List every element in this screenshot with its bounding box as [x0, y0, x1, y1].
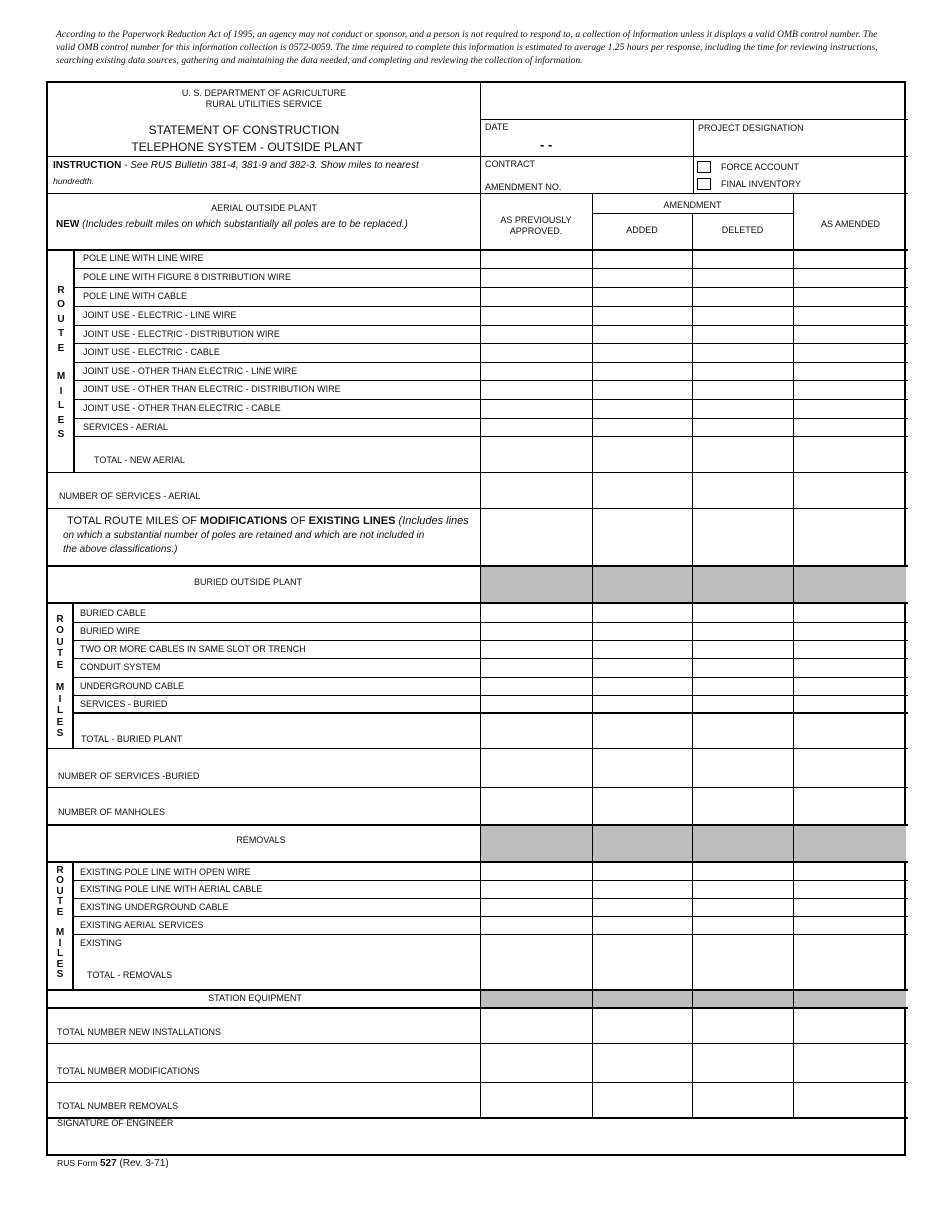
entry-cell[interactable]	[481, 326, 591, 342]
modifications-italic: (Includes lines	[395, 515, 469, 527]
entry-cell[interactable]	[794, 326, 907, 342]
as-previously-approved-header-1: AS PREVIOUSLY	[500, 215, 572, 225]
entry-cell[interactable]	[593, 269, 691, 286]
new-bold: NEW	[56, 219, 80, 230]
entry-cell[interactable]	[481, 269, 591, 286]
entry-cell[interactable]	[693, 659, 792, 676]
total-modifications-label: TOTAL NUMBER MODIFICATIONS	[57, 1066, 200, 1076]
entry-cell[interactable]	[593, 250, 691, 267]
entry-cell[interactable]	[794, 899, 907, 915]
entry-cell[interactable]	[481, 696, 591, 712]
modifications-line-1	[67, 516, 469, 527]
entry-cell[interactable]	[794, 696, 907, 712]
entry-cell[interactable]	[794, 641, 907, 657]
route-miles-letter: E	[57, 414, 65, 426]
total-new-installations-label: TOTAL NUMBER NEW INSTALLATIONS	[57, 1027, 222, 1037]
amendment-header: AMENDMENT	[663, 200, 722, 210]
modifications-prefix: TOTAL ROUTE MILES OF	[67, 515, 201, 527]
row-divider	[74, 399, 908, 400]
route-miles-letter: O	[56, 625, 64, 637]
route-miles-letter: I	[58, 693, 62, 705]
added-header: ADDED	[626, 225, 658, 235]
final-inventory-label: FINAL INVENTORY	[721, 179, 801, 189]
route-miles-letter: I	[59, 385, 63, 397]
modifications-line-3: the above classifications.)	[63, 544, 178, 555]
row-divider	[74, 268, 908, 269]
footer-number: 527	[99, 1158, 117, 1169]
contract-label: CONTRACT	[485, 159, 535, 169]
entry-cell[interactable]	[481, 288, 591, 305]
entry-cell[interactable]	[693, 400, 792, 417]
entry-cell[interactable]	[693, 307, 792, 324]
signature-field[interactable]	[57, 1131, 897, 1151]
row-divider	[74, 343, 908, 344]
shaded-cell	[693, 826, 793, 861]
number-services-aerial-label: NUMBER OF SERVICES - AERIAL	[59, 491, 201, 501]
row-label: SERVICES - BURIED	[80, 699, 168, 709]
entry-cell[interactable]	[481, 935, 591, 951]
row-divider	[74, 287, 908, 288]
entry-cell[interactable]	[593, 917, 691, 933]
route-miles-letter	[54, 356, 68, 370]
shaded-cell	[481, 826, 592, 861]
row-label: EXISTING UNDERGROUND CABLE	[80, 902, 229, 912]
shaded-cell	[593, 826, 692, 861]
project-designation-label: PROJECT DESIGNATION	[698, 123, 804, 133]
entry-cell[interactable]	[693, 419, 792, 435]
entry-cell[interactable]	[593, 678, 691, 694]
row-label: EXISTING POLE LINE WITH AERIAL CABLE	[80, 884, 263, 894]
row-divider	[74, 640, 908, 641]
row-label: JOINT USE - OTHER THAN ELECTRIC - DISTRIBUTION WIRE	[83, 384, 341, 394]
row-divider	[74, 934, 908, 935]
route-miles-letter: L	[56, 705, 64, 717]
entry-cell[interactable]	[481, 623, 591, 639]
station-equipment-heading: STATION EQUIPMENT	[208, 993, 302, 1003]
agency-line-2: RURAL UTILITIES SERVICE	[205, 99, 323, 109]
total-removals-count-label: TOTAL NUMBER REMOVALS	[57, 1101, 179, 1111]
entry-cell[interactable]	[593, 935, 691, 951]
total-new-aerial-label: TOTAL - NEW AERIAL	[94, 455, 185, 465]
entry-cell[interactable]	[593, 344, 691, 361]
route-miles-letter: S	[56, 728, 64, 740]
route-miles-letter: M	[56, 371, 66, 383]
row-divider	[74, 677, 908, 678]
construction-form	[46, 81, 906, 1156]
row-label: JOINT USE - ELECTRIC - CABLE	[83, 347, 220, 357]
row-divider	[74, 325, 908, 326]
as-previously-approved-header-2: APPROVED.	[509, 226, 563, 236]
form-footer	[57, 1158, 169, 1169]
entry-cell[interactable]	[593, 326, 691, 342]
total-removals-label: TOTAL - REMOVALS	[87, 970, 173, 980]
entry-cell[interactable]	[481, 917, 591, 933]
row-divider	[74, 916, 908, 917]
route-miles-letter: E	[57, 342, 65, 354]
entry-cell[interactable]	[693, 250, 792, 267]
row-divider	[74, 418, 908, 419]
entry-cell[interactable]	[481, 641, 591, 657]
row-label: BURIED CABLE	[80, 608, 147, 618]
route-miles-letter: M	[55, 927, 65, 939]
route-miles-letter: L	[56, 948, 64, 960]
route-miles-letter: E	[56, 659, 64, 671]
signature-label: SIGNATURE OF ENGINEER	[57, 1118, 174, 1128]
entry-cell[interactable]	[794, 659, 907, 676]
instruction-bold: INSTRUCTION	[53, 160, 122, 171]
entry-cell[interactable]	[593, 419, 691, 435]
entry-cell[interactable]	[794, 269, 907, 286]
entry-cell[interactable]	[593, 864, 691, 879]
entry-cell[interactable]	[481, 881, 591, 897]
entry-cell[interactable]	[481, 899, 591, 915]
route-miles-letter: O	[57, 299, 65, 311]
entry-cell[interactable]	[794, 344, 907, 361]
route-miles-letter: U	[56, 885, 64, 897]
as-amended-header: AS AMENDED	[820, 219, 880, 229]
entry-cell[interactable]	[593, 899, 691, 915]
entry-cell[interactable]	[794, 881, 907, 897]
entry-cell[interactable]	[481, 605, 591, 621]
shaded-cell	[481, 991, 592, 1007]
deleted-header: DELETED	[721, 225, 764, 235]
row-label: POLE LINE WITH FIGURE 8 DISTRIBUTION WIRE	[83, 272, 292, 282]
entry-cell[interactable]	[481, 419, 591, 435]
entry-cell[interactable]	[794, 288, 907, 305]
route-miles-letter: O	[56, 875, 64, 887]
force-account-checkbox[interactable]	[697, 161, 711, 173]
route-miles-letter: M	[55, 682, 65, 694]
entry-cell[interactable]	[794, 864, 907, 879]
entry-cell[interactable]	[593, 696, 691, 712]
entry-cell[interactable]	[693, 363, 792, 379]
modifications-line-2: on which a substantial number of poles are retained and which are not included in	[63, 530, 425, 541]
shaded-cell	[593, 991, 692, 1007]
entry-cell[interactable]	[693, 935, 792, 951]
entry-cell[interactable]	[693, 623, 792, 639]
entry-cell[interactable]	[693, 381, 792, 398]
row-divider	[74, 362, 908, 363]
modifications-mid: OF	[287, 515, 309, 527]
total-buried-plant-label: TOTAL - BURIED PLANT	[81, 734, 183, 744]
shaded-cell	[593, 567, 692, 603]
entry-cell[interactable]	[481, 250, 591, 267]
modifications-bold: MODIFICATIONS	[200, 515, 288, 527]
entry-cell[interactable]	[794, 307, 907, 324]
route-miles-vertical-label-removals	[53, 866, 67, 980]
route-miles-letter: U	[56, 636, 64, 648]
entry-cell[interactable]	[481, 344, 591, 361]
entry-cell[interactable]	[794, 419, 907, 435]
entry-cell[interactable]	[794, 250, 907, 267]
instruction-detail: - See RUS Bulletin 381-4, 381-9 and 382-3. Show miles to nearest	[121, 160, 419, 171]
shaded-cell	[794, 567, 906, 603]
row-divider	[74, 658, 908, 659]
entry-cell[interactable]	[481, 659, 591, 676]
route-miles-letter: E	[56, 906, 64, 918]
route-miles-letter: E	[56, 958, 64, 970]
route-miles-letter: L	[57, 400, 65, 412]
entry-cell[interactable]	[693, 917, 792, 933]
row-divider	[74, 306, 908, 307]
buried-outside-plant-heading: BURIED OUTSIDE PLANT	[193, 577, 303, 587]
entry-cell[interactable]	[593, 288, 691, 305]
shaded-cell	[693, 567, 793, 603]
row-label: UNDERGROUND CABLE	[80, 681, 185, 691]
row-label: JOINT USE - ELECTRIC - DISTRIBUTION WIRE	[83, 329, 280, 339]
row-label: POLE LINE WITH CABLE	[83, 291, 188, 301]
row-label: TWO OR MORE CABLES IN SAME SLOT OR TRENCH	[80, 644, 306, 654]
row-label: JOINT USE - OTHER THAN ELECTRIC - CABLE	[83, 403, 281, 413]
new-description	[56, 219, 408, 230]
route-miles-letter: S	[57, 429, 65, 441]
entry-cell[interactable]	[693, 269, 792, 286]
entry-cell[interactable]	[794, 363, 907, 379]
row-divider	[74, 380, 908, 381]
final-inventory-checkbox[interactable]	[697, 178, 711, 190]
entry-cell[interactable]	[794, 935, 907, 951]
row-label: EXISTING AERIAL SERVICES	[80, 920, 204, 930]
entry-cell[interactable]	[693, 344, 792, 361]
entry-cell[interactable]	[794, 400, 907, 417]
route-miles-letter: R	[56, 865, 64, 876]
amendment-no-label: AMENDMENT NO.	[485, 182, 562, 192]
entry-cell[interactable]	[481, 678, 591, 694]
route-miles-letter: R	[57, 285, 65, 296]
route-miles-letter: I	[58, 937, 62, 949]
footer-prefix: RUS Form	[57, 1158, 100, 1168]
shaded-cell	[693, 991, 793, 1007]
entry-cell[interactable]	[794, 917, 907, 933]
form-title-line-2: TELEPHONE SYSTEM - OUTSIDE PLANT	[131, 140, 363, 154]
row-divider	[74, 898, 908, 899]
entry-cell[interactable]	[794, 605, 907, 621]
paperwork-notice: According to the Paperwork Reduction Act of 1995, an agency may not conduct or sponsor, and a person is not required to respond to, a collection of information unless it displays a valid OMB control number. The valid OMB control number for this information collection is 0572-0059. The time required to complete this information is estimated to average 1.25 hours per response, including the time for reviewing instructions, searching existing data sources, gathering and maintaining the data needed, and completing and reviewing the collection of information.	[56, 29, 878, 66]
row-divider	[74, 695, 908, 696]
route-miles-letter: R	[56, 614, 64, 625]
entry-cell[interactable]	[693, 641, 792, 657]
entry-cell[interactable]	[593, 623, 691, 639]
entry-cell[interactable]	[593, 400, 691, 417]
force-account-label: FORCE ACCOUNT	[721, 162, 800, 172]
entry-cell[interactable]	[794, 678, 907, 694]
route-miles-letter: T	[56, 648, 64, 660]
row-label: SERVICES - AERIAL	[83, 422, 168, 432]
entry-cell[interactable]	[693, 678, 792, 694]
row-label: BURIED WIRE	[80, 626, 141, 636]
removals-heading: REMOVALS	[236, 835, 286, 845]
date-field[interactable]: - -	[540, 137, 553, 152]
agency-line-1: U. S. DEPARTMENT OF AGRICULTURE	[181, 88, 347, 98]
row-label: EXISTING POLE LINE WITH OPEN WIRE	[80, 867, 251, 877]
new-detail: (Includes rebuilt miles on which substantially all poles are to be replaced.)	[79, 219, 408, 230]
row-label: CONDUIT SYSTEM	[80, 662, 161, 672]
route-miles-letter	[53, 671, 67, 682]
route-miles-letter: S	[56, 969, 64, 981]
entry-cell[interactable]	[481, 307, 591, 324]
entry-cell[interactable]	[593, 363, 691, 379]
route-miles-letter: T	[56, 896, 64, 908]
entry-cell[interactable]	[593, 605, 691, 621]
entry-cell[interactable]	[481, 381, 591, 398]
aerial-outside-plant-heading: AERIAL OUTSIDE PLANT	[211, 203, 317, 213]
row-label: JOINT USE - ELECTRIC - LINE WIRE	[83, 310, 237, 320]
entry-cell[interactable]	[794, 381, 907, 398]
entry-cell[interactable]	[481, 363, 591, 379]
route-miles-letter: U	[57, 313, 65, 325]
route-miles-vertical-label-buried	[53, 614, 67, 739]
entry-cell[interactable]	[693, 899, 792, 915]
entry-cell[interactable]	[593, 641, 691, 657]
existing-lines-bold: EXISTING LINES	[308, 515, 396, 527]
shaded-cell	[794, 991, 906, 1007]
row-label: JOINT USE - OTHER THAN ELECTRIC - LINE WIRE	[83, 366, 298, 376]
instruction-text	[53, 160, 419, 171]
entry-cell[interactable]	[593, 307, 691, 324]
row-divider	[74, 880, 908, 881]
route-miles-letter: E	[56, 716, 64, 728]
row-divider	[74, 622, 908, 623]
route-miles-vertical-label-aerial	[54, 284, 68, 442]
entry-cell[interactable]	[693, 864, 792, 879]
footer-rev: (Rev. 3-71)	[116, 1158, 169, 1169]
row-label: EXISTING	[80, 938, 123, 948]
entry-cell[interactable]	[481, 400, 591, 417]
entry-cell[interactable]	[693, 696, 792, 712]
shaded-cell	[481, 567, 592, 603]
entry-cell[interactable]	[593, 881, 691, 897]
instruction-text-2: hundredth.	[53, 176, 95, 186]
entry-cell[interactable]	[481, 864, 591, 879]
entry-cell[interactable]	[693, 288, 792, 305]
form-title-line-1: STATEMENT OF CONSTRUCTION	[148, 123, 340, 137]
entry-cell[interactable]	[794, 623, 907, 639]
entry-cell[interactable]	[593, 381, 691, 398]
project-designation-field[interactable]	[698, 135, 903, 153]
route-miles-letter: T	[57, 328, 65, 340]
entry-cell[interactable]	[693, 605, 792, 621]
number-manholes-label: NUMBER OF MANHOLES	[58, 807, 166, 817]
shaded-cell	[794, 826, 906, 861]
entry-cell[interactable]	[693, 326, 792, 342]
number-services-buried-label: NUMBER OF SERVICES -BURIED	[58, 771, 200, 781]
date-label: DATE	[485, 122, 509, 132]
row-label: POLE LINE WITH LINE WIRE	[83, 253, 204, 263]
entry-cell[interactable]	[693, 881, 792, 897]
entry-cell[interactable]	[593, 659, 691, 676]
